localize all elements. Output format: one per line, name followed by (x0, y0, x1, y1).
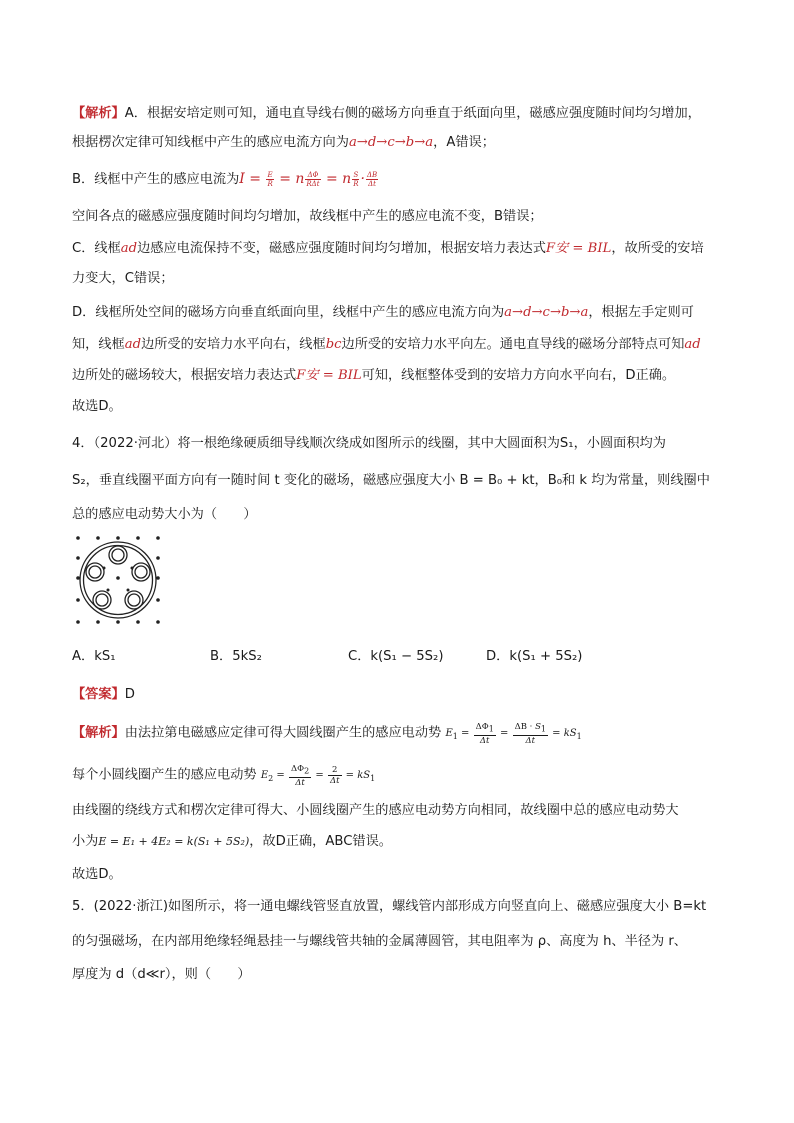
q3-b-line1: B．线框中产生的感应电流为I = $\frac{E}{R}$ = n ΔΦ RΔt = n $\frac{S}{R}$ · $\frac{\Delta B}{\Delta t}$ (72, 170, 378, 188)
emf-formula-large: $E_1$ = $\frac{\Delta\Phi_1}{\Delta t}$ = $\frac{\Delta B \cdot S_1}{\Delta t}$ = $kS_1$ (445, 722, 582, 746)
coil-diagram (70, 530, 166, 630)
q3-c-line1: C．线框ad边感应电流保持不变，磁感应强度随时间均匀增加，根据安培力表达式F安 = BIL，故所受的安培 (72, 241, 704, 256)
q3-d-line3: 边所处的磁场较大，根据安培力表达式F安 = BIL可知，线框整体受到的安培力方向水平向右，D正确。 (72, 368, 676, 383)
q5-stem-line1: 5．(2022·浙江)如图所示，将一通电螺线管竖直放置，螺线管内部形成方向竖直向上、磁感应强度大小 B=kt (72, 899, 707, 914)
current-direction: a→d→c→b→a (348, 135, 434, 150)
q5-stem-line2: 的匀强磁场，在内部用绝缘轻绳悬挂一与螺线管共轴的金属薄圆管，其电阻率为 ρ、高度为 h、半径为 r、 (72, 934, 687, 949)
total-emf-formula: E = E₁ + 4E₂ = k(S₁ + 5S₂) (98, 835, 250, 848)
current-formula: I = $\frac{E}{R}$ = n ΔΦ RΔt = n $\frac{S}{R}$ · $\frac{\Delta B}{\Delta t}$ (239, 170, 378, 188)
q4-stem-line2: S₂，垂直线圈平面方向有一随时间 t 变化的磁场，磁感应强度大小 B = B₀ + kt，B₀和 k 均为常量，则线圈中 (72, 473, 710, 488)
option-a[interactable]: A．kS₁ (72, 649, 116, 664)
q4-stem-line1: 4．（2022·河北）将一根绝缘硬质细导线顺次绕成如图所示的线圈，其中大圆面积为S₁，小圆面积均为 (72, 436, 666, 451)
q4-jiexi-line4: 小为E = E₁ + 4E₂ = k(S₁ + 5S₂)，故D正确，ABC错误。 (72, 834, 392, 849)
q5-stem-line3: 厚度为 d（d≪r），则（ ） (72, 967, 251, 982)
q3-b-line2: 空间各点的磁感应强度随时间均匀增加，故线框中产生的感应电流不变，B错误； (72, 209, 543, 224)
option-d[interactable]: D．k(S₁ + 5S₂) (486, 649, 583, 664)
jiexi-tag: 【解析】 (72, 106, 125, 121)
ampere-force-formula: F安 = BIL (545, 241, 612, 256)
q4-conclusion: 故选D。 (72, 867, 122, 882)
q4-jiexi-line3: 由线圈的绕线方式和楞次定律可得大、小圆线圈产生的感应电动势方向相同，故线圈中总的感应电动势大 (72, 803, 679, 818)
q3-d-line2: 知，线框ad边所受的安培力水平向右，线框bc边所受的安培力水平向左。通电直导线的磁场分部特点可知ad (72, 337, 701, 352)
q3-d-line1: D．线框所处空间的磁场方向垂直纸面向里，线框中产生的感应电流方向为a→d→c→b→a，根据左手定则可 (72, 305, 694, 320)
q4-jiexi-line2: 每个小圆线圈产生的感应电动势 $E_2$ = $\frac{\Delta\Phi_2}{\Delta t}$ = $\frac{2}{\Delta t}$ = $kS_1$ (72, 764, 376, 788)
emf-formula-small: $E_2$ = $\frac{\Delta\Phi_2}{\Delta t}$ = $\frac{2}{\Delta t}$ = $kS_1$ (260, 764, 376, 788)
q4-jiexi-line1: 【解析】由法拉第电磁感应定律可得大圆线圈产生的感应电动势 $E_1$ = $\frac{\Delta\Phi_1}{\Delta t}$ = $\frac{\Delta B \cdot S_1}{\Delta t}$ = $kS_1$ (72, 722, 582, 746)
option-b[interactable]: B．5kS₂ (210, 649, 262, 664)
q4-options (72, 648, 722, 666)
q3-conclusion: 故选D。 (72, 399, 122, 414)
q3-a-line1: 【解析】A．根据安培定则可知，通电直导线右侧的磁场方向垂直于纸面向里，磁感应强度随时间均匀增加， (72, 106, 701, 121)
q3-c-line2: 力变大，C错误； (72, 271, 174, 286)
q4-answer: 【答案】D (72, 687, 135, 702)
q4-stem-line3: 总的感应电动势大小为（ ） (72, 507, 257, 522)
q3-a-line2: 根据楞次定律可知线框中产生的感应电流方向为a→d→c→b→a，A错误； (72, 135, 495, 150)
option-c[interactable]: C．k(S₁ − 5S₂) (348, 649, 444, 664)
